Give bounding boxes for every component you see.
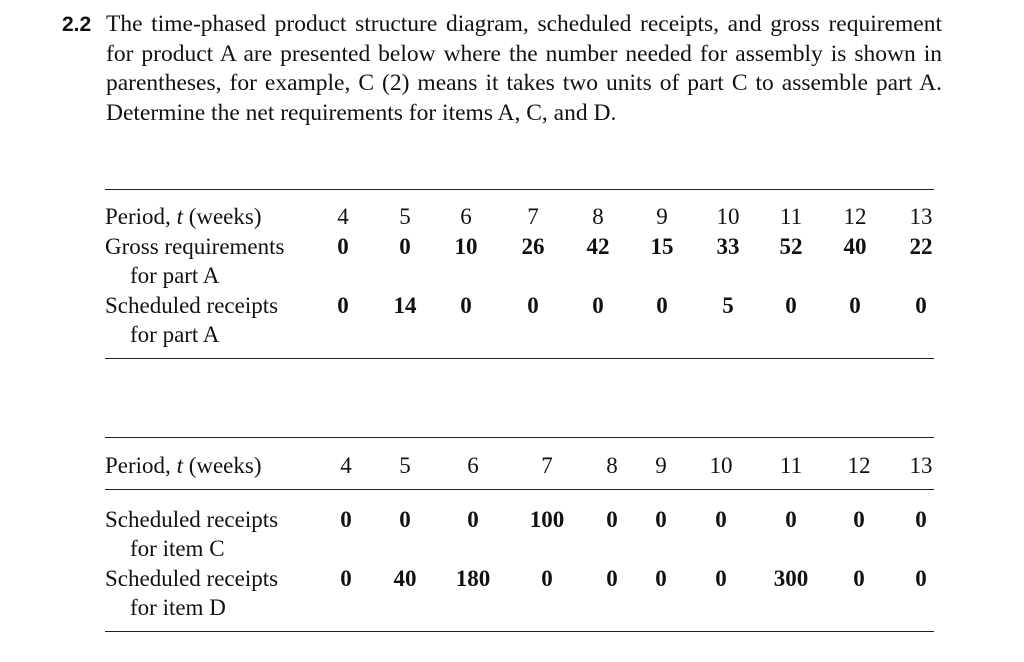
table2-c-cell: 0 [785, 507, 797, 532]
table1-sched-cell: 0 [592, 293, 604, 318]
table1-sched-cell: 0 [785, 293, 797, 318]
table1-gross-cell: 0 [337, 234, 349, 259]
table1-gross-cell: 26 [521, 234, 545, 259]
table1-sched-cell: 5 [722, 293, 734, 318]
table1-period-cell: 12 [843, 204, 867, 229]
table1-period-cell: 13 [909, 204, 933, 229]
table1-sched-cell: 0 [337, 293, 349, 318]
table1-bottom-rule [105, 358, 934, 359]
table2-period-cell: 10 [709, 453, 733, 478]
table2-bottom-rule [105, 631, 934, 632]
table2-d-cell: 0 [340, 566, 352, 591]
table2-c-cell: 0 [340, 507, 352, 532]
table2-top-rule [105, 437, 934, 438]
table2-d-cell: 0 [853, 566, 865, 591]
table1-period-cell: 9 [656, 204, 668, 229]
table1-sched-label: Scheduled receipts for part A [105, 293, 279, 347]
table1-period-cell: 6 [460, 204, 472, 229]
table1-sched-cell: 14 [393, 293, 417, 318]
table2-period-cell: 12 [847, 453, 871, 478]
table2-period-cell: 13 [909, 453, 933, 478]
table2-c-cell: 100 [529, 507, 565, 532]
table1-gross-cell: 52 [779, 234, 803, 259]
table2-d-cell: 0 [541, 566, 553, 591]
table1-sched-cell: 0 [527, 293, 539, 318]
table2-c-cell: 0 [467, 507, 479, 532]
table2-d-cell: 0 [655, 566, 667, 591]
table2-mid-rule [105, 489, 934, 490]
table2-d-cell: 40 [393, 566, 417, 591]
table2-period-cell: 5 [399, 453, 411, 478]
table2-c-cell: 0 [655, 507, 667, 532]
table1-period-label: Period, t (weeks) [105, 204, 262, 229]
table1-sched-cell: 0 [460, 293, 472, 318]
table2-period-cell: 8 [606, 453, 618, 478]
table1-period-cell: 11 [779, 204, 803, 229]
table2-period-label: Period, t (weeks) [105, 453, 262, 478]
problem-number: 2.2 [62, 13, 92, 36]
table2-c-cell: 0 [606, 507, 618, 532]
table2-period-cell: 4 [340, 453, 352, 478]
table2-period-cell: 6 [467, 453, 479, 478]
table2-period-cell: 7 [541, 453, 553, 478]
table1-gross-cell: 40 [843, 234, 867, 259]
table1-gross-cell: 33 [716, 234, 740, 259]
table1-gross-cell: 42 [586, 234, 610, 259]
table1-gross-cell: 15 [650, 234, 674, 259]
table2-d-label: Scheduled receipts for item D [105, 566, 279, 620]
table2-d-cell: 300 [773, 566, 809, 591]
problem-text: The time-phased product structure diagram, scheduled receipts, and gross requirement for product A are presented below where the number needed for assembly is shown in parentheses, for example, C (2) means it takes two units of part C to assemble part A. Determine the net requirements for items A, C, and D. [106, 11, 942, 126]
table1-period-cell: 10 [716, 204, 740, 229]
table2-d-cell: 0 [915, 566, 927, 591]
table1-period-cell: 4 [337, 204, 349, 229]
table2-c-label: Scheduled receipts for item C [105, 507, 279, 561]
table1-sched-cell: 0 [849, 293, 861, 318]
table1-gross-cell: 22 [909, 234, 933, 259]
table2-c-cell: 0 [715, 507, 727, 532]
table1-gross-cell: 0 [399, 234, 411, 259]
table2-d-cell: 0 [715, 566, 727, 591]
problem-statement [62, 10, 942, 128]
table2-d-cell: 180 [455, 566, 491, 591]
table1-sched-cell: 0 [656, 293, 668, 318]
table1-top-rule [105, 189, 934, 190]
table1-gross-cell: 10 [454, 234, 478, 259]
table2-period-cell: 11 [779, 453, 803, 478]
table2-c-cell: 0 [853, 507, 865, 532]
table2-c-cell: 0 [399, 507, 411, 532]
table2-d-cell: 0 [606, 566, 618, 591]
table1-sched-cell: 0 [915, 293, 927, 318]
table1-period-cell: 7 [527, 204, 539, 229]
table1-period-cell: 8 [592, 204, 604, 229]
table2-c-cell: 0 [915, 507, 927, 532]
table1-gross-label: Gross requirements for part A [105, 234, 285, 288]
table1-period-cell: 5 [399, 204, 411, 229]
table2-period-cell: 9 [655, 453, 667, 478]
